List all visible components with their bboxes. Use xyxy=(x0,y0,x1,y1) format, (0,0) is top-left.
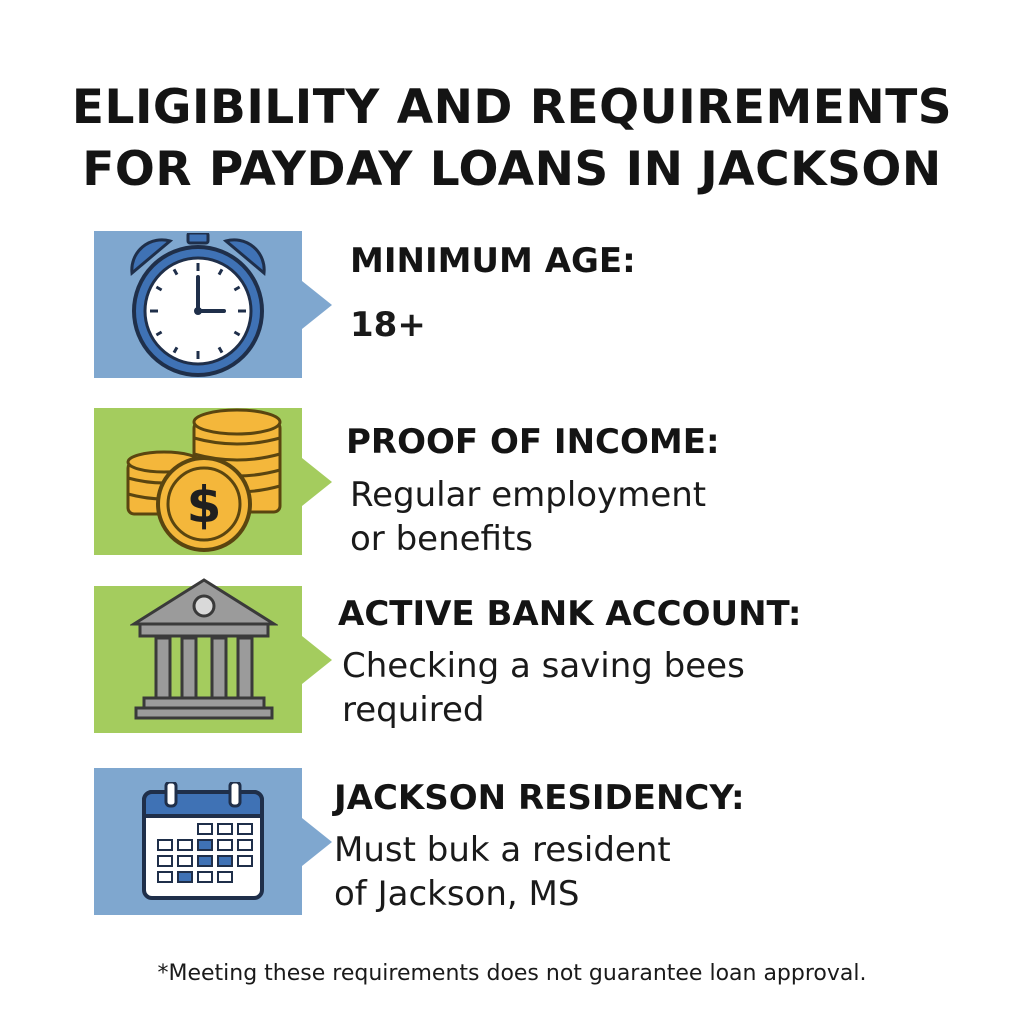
value-line-1: 18+ xyxy=(350,305,426,345)
svg-text:$: $ xyxy=(186,476,222,534)
panel-pointer xyxy=(302,818,332,866)
panel-pointer xyxy=(302,636,332,684)
requirement-label: MINIMUM AGE: xyxy=(350,241,636,281)
requirement-label: ACTIVE BANK ACCOUNT: xyxy=(338,594,802,634)
calendar-icon xyxy=(140,782,266,902)
value-line-2: of Jackson, MS xyxy=(334,874,580,914)
value-line-2: required xyxy=(342,690,485,730)
disclaimer-footnote: *Meeting these requirements does not guarantee loan approval. xyxy=(157,961,867,986)
title-line-2: FOR PAYDAY LOANS IN JACKSON xyxy=(82,142,942,198)
coins-dollar-icon xyxy=(122,398,288,558)
requirement-value xyxy=(350,303,426,347)
requirement-label: PROOF OF INCOME: xyxy=(346,422,720,462)
requirement-value xyxy=(350,473,706,561)
panel-pointer xyxy=(302,458,332,506)
value-line-1: Regular employment xyxy=(350,475,707,515)
value-line-1: Must buk a resident xyxy=(334,830,671,870)
value-line-2: or benefits xyxy=(350,519,534,559)
requirement-label: JACKSON RESIDENCY: xyxy=(334,778,745,818)
title-line-1: ELIGIBILITY AND REQUIREMENTS xyxy=(71,80,953,136)
page-title xyxy=(0,77,1024,201)
value-line-1: Checking a saving bees xyxy=(342,646,745,686)
panel-pointer xyxy=(302,281,332,329)
requirement-value xyxy=(342,644,745,732)
requirement-value xyxy=(334,828,671,916)
alarm-clock-icon xyxy=(124,233,272,379)
bank-building-icon xyxy=(130,576,278,722)
